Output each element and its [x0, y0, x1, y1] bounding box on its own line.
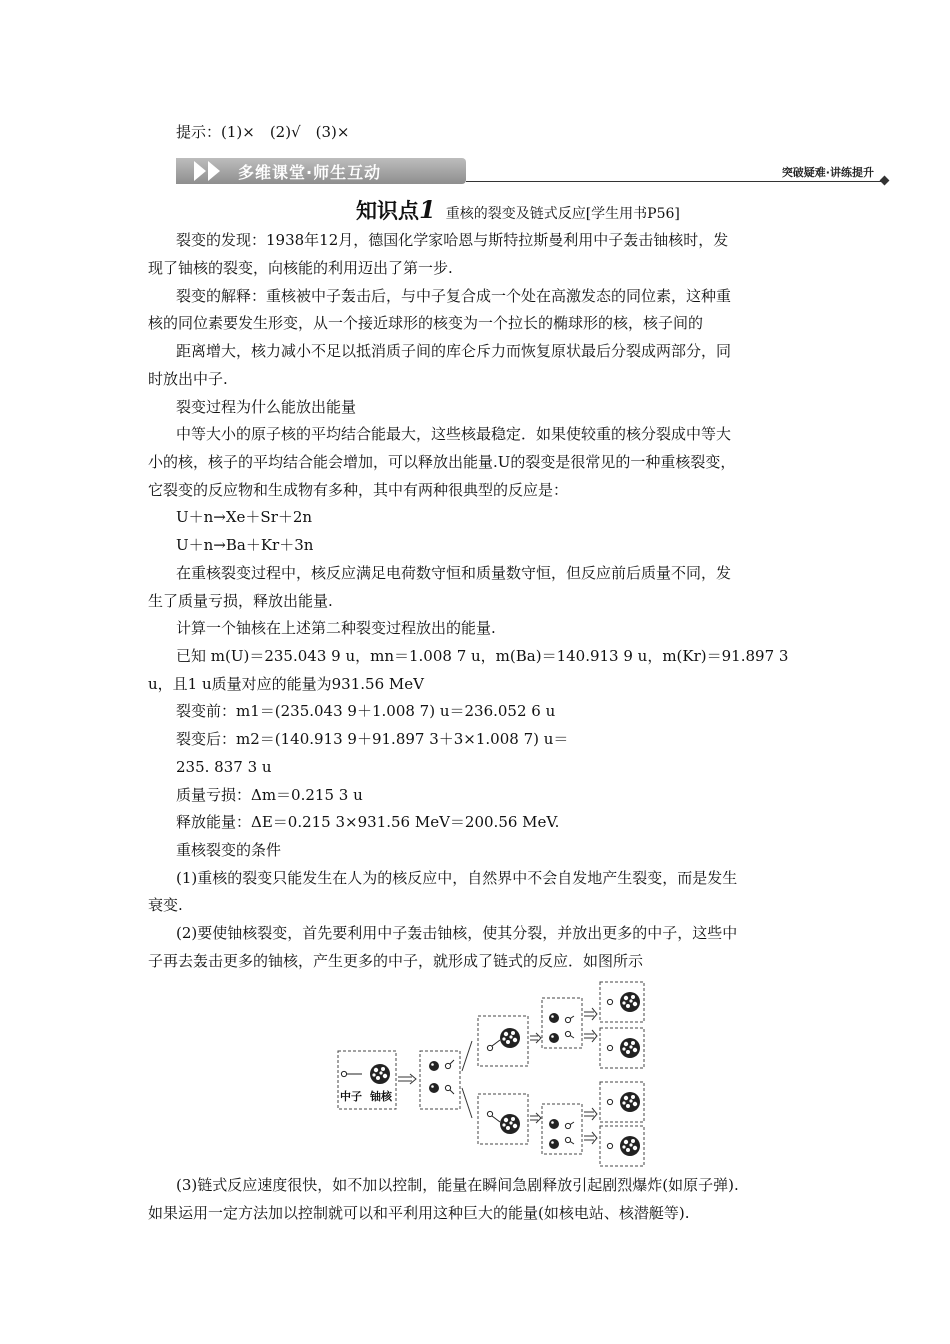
knowledge-point-heading — [356, 195, 680, 225]
hint-line: 提示：(1)× (2)√ (3)× — [176, 123, 350, 141]
section-banner — [176, 158, 888, 184]
chevron-right-icon — [208, 161, 220, 181]
paragraph-line: 如果运用一定方法加以控制就可以和平利用这种巨大的能量(如核电站、核潜艇等). — [148, 1204, 690, 1222]
banner-subtitle: 突破疑难·讲练提升 — [781, 166, 874, 179]
paragraph-line: (3)链式反应速度很快，如不加以控制，能量在瞬间急剧释放引起剧烈爆炸(如原子弹). — [176, 1176, 739, 1194]
banner-title: 多维课堂·师生互动 — [238, 163, 382, 182]
paragraph-line: 裂变后：m2＝(140.913 9＋91.897 3＋3×1.008 7) u＝ — [176, 730, 569, 748]
neutron-label: 中子 — [340, 1090, 362, 1103]
equation-line: U＋n→Xe＋Sr＋2n — [176, 508, 313, 526]
paragraph-line: 裂变前：m1＝(235.043 9＋1.008 7) u＝236.052 6 u — [176, 702, 556, 720]
banner-bar — [176, 158, 466, 184]
banner-rule — [466, 181, 884, 182]
paragraph-line: 裂变的发现：1938年12月，德国化学家哈恩与斯特拉斯曼利用中子轰击铀核时，发 — [176, 231, 729, 249]
chain-reaction-diagram — [334, 976, 654, 1170]
paragraph-line: 裂变的解释：重核被中子轰击后，与中子复合成一个处在高激发态的同位素，这种重 — [176, 287, 732, 305]
paragraph-line: 计算一个铀核在上述第二种裂变过程放出的能量. — [176, 619, 496, 637]
paragraph-line: u，且1 u质量对应的能量为931.56 MeV — [148, 675, 424, 693]
paragraph-line: 衰变. — [148, 896, 183, 914]
paragraph-line: 子再去轰击更多的铀核，产生更多的中子，就形成了链式的反应．如图所示 — [148, 952, 644, 970]
equation-line: U＋n→Ba＋Kr＋3n — [176, 536, 314, 554]
chevron-right-icon — [194, 161, 206, 181]
paragraph-line: 裂变过程为什么能放出能量 — [176, 398, 357, 416]
paragraph-line: 生了质量亏损，释放出能量. — [148, 592, 333, 610]
paragraph-line: 它裂变的反应物和生成物有多种，其中有两种很典型的反应是： — [148, 481, 569, 499]
paragraph-line: 距离增大，核力减小不足以抵消质子间的库仑斥力而恢复原状最后分裂成两部分，同 — [176, 342, 732, 360]
knowledge-point-number: 1 — [419, 195, 436, 224]
paragraph-line: 核的同位素要发生形变，从一个接近球形的核变为一个拉长的椭球形的核，核子间的 — [148, 314, 704, 332]
knowledge-point-label: 知识点 — [356, 199, 419, 223]
paragraph-line: 释放能量：ΔE＝0.215 3×931.56 MeV＝200.56 MeV. — [176, 813, 560, 831]
paragraph-line: 现了铀核的裂变，向核能的利用迈出了第一步. — [148, 259, 453, 277]
paragraph-line: (2)要使铀核裂变，首先要利用中子轰击铀核，使其分裂，并放出更多的中子，这些中 — [176, 924, 738, 942]
paragraph-line: 重核裂变的条件 — [176, 841, 282, 859]
paragraph-line: 时放出中子. — [148, 370, 228, 388]
uranium-label: 铀核 — [370, 1090, 392, 1103]
paragraph-line: 在重核裂变过程中，核反应满足电荷数守恒和质量数守恒，但反应前后质量不同，发 — [176, 564, 732, 582]
diamond-icon — [880, 176, 890, 186]
knowledge-point-text: 重核的裂变及链式反应[学生用书P56] — [445, 206, 680, 222]
paragraph-line: 小的核，核子的平均结合能会增加，可以释放出能量.U的裂变是很常见的一种重核裂变， — [148, 453, 736, 471]
paragraph-line: 235. 837 3 u — [176, 758, 272, 776]
paragraph-line: (1)重核的裂变只能发生在人为的核反应中，自然界中不会自发地产生裂变，而是发生 — [176, 869, 738, 887]
paragraph-line: 已知 m(U)＝235.043 9 u，mn＝1.008 7 u，m(Ba)＝140.913 9 u，m(Kr)＝91.897 3 — [176, 647, 789, 665]
paragraph-line: 中等大小的原子核的平均结合能最大，这些核最稳定．如果使较重的核分裂成中等大 — [176, 425, 732, 443]
paragraph-line: 质量亏损：Δm＝0.215 3 u — [176, 786, 363, 804]
